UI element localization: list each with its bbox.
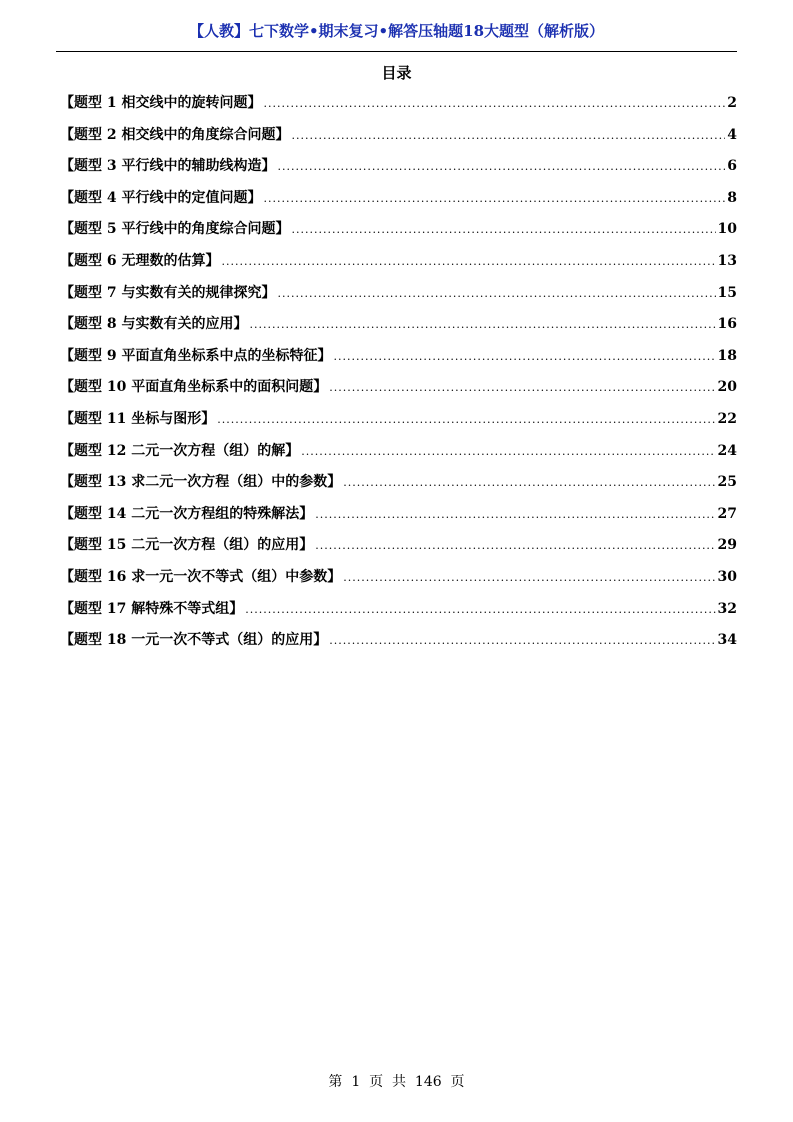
table-of-contents bbox=[60, 92, 737, 661]
toc-entry[interactable] bbox=[60, 124, 737, 156]
toc-entry-page: 13 bbox=[717, 252, 737, 269]
toc-entry-label: 【题型 6 无理数的估算】 bbox=[60, 252, 220, 269]
toc-entry-page: 2 bbox=[727, 95, 737, 111]
toc-entry-label: 【题型 7 与实数有关的规律探究】 bbox=[60, 284, 276, 301]
toc-leader-dots bbox=[278, 156, 726, 178]
toc-entry-label: 【题型 4 平行线中的定值问题】 bbox=[60, 189, 262, 206]
toc-entry-label: 【题型 14 二元一次方程组的特殊解法】 bbox=[60, 505, 314, 522]
toc-leader-dots bbox=[301, 441, 715, 463]
toc-entry-page: 16 bbox=[717, 316, 737, 333]
page-number-footer: 第 1 页 共 146 页 bbox=[328, 1074, 465, 1090]
toc-entry-label: 【题型 12 二元一次方程（组）的解】 bbox=[60, 442, 300, 459]
toc-leader-dots bbox=[245, 599, 715, 621]
toc-leader-dots bbox=[264, 93, 726, 115]
toc-entry-page: 22 bbox=[717, 410, 737, 427]
toc-entry-page: 18 bbox=[717, 347, 737, 364]
toc-entry[interactable] bbox=[60, 218, 737, 250]
toc-entry-page: 24 bbox=[717, 442, 737, 459]
toc-entry[interactable] bbox=[60, 345, 737, 377]
toc-leader-dots bbox=[329, 630, 715, 652]
toc-entry[interactable] bbox=[60, 534, 737, 566]
toc-entry-label: 【题型 3 平行线中的辅助线构造】 bbox=[60, 158, 276, 175]
toc-leader-dots bbox=[222, 251, 716, 273]
toc-entry-page: 29 bbox=[717, 537, 737, 554]
toc-entry-label: 【题型 15 二元一次方程（组）的应用】 bbox=[60, 537, 314, 554]
toc-entry-label: 【题型 17 解特殊不等式组】 bbox=[60, 600, 244, 617]
document-header-title: 【人教】七下数学•期末复习•解答压轴题18大题型（解析版） bbox=[188, 22, 605, 40]
toc-leader-dots bbox=[217, 409, 715, 431]
toc-leader-dots bbox=[264, 188, 726, 210]
toc-entry[interactable] bbox=[60, 440, 737, 472]
toc-entry[interactable] bbox=[60, 408, 737, 440]
toc-entry-page: 15 bbox=[717, 284, 737, 301]
toc-entry[interactable] bbox=[60, 503, 737, 535]
toc-entry[interactable] bbox=[60, 92, 737, 124]
toc-entry[interactable] bbox=[60, 187, 737, 219]
toc-leader-dots bbox=[315, 504, 715, 526]
toc-entry-label: 【题型 13 求二元一次方程（组）中的参数】 bbox=[60, 474, 342, 491]
toc-entry-label: 【题型 16 求一元一次不等式（组）中参数】 bbox=[60, 568, 342, 585]
toc-leader-dots bbox=[343, 567, 715, 589]
toc-entry[interactable] bbox=[60, 471, 737, 503]
toc-leader-dots bbox=[278, 283, 716, 305]
toc-leader-dots bbox=[250, 314, 716, 336]
toc-leader-dots bbox=[292, 125, 726, 147]
toc-leader-dots bbox=[329, 377, 715, 399]
toc-entry[interactable] bbox=[60, 629, 737, 661]
toc-entry-label: 【题型 1 相交线中的旋转问题】 bbox=[60, 95, 262, 111]
toc-entry-label: 【题型 9 平面直角坐标系中点的坐标特征】 bbox=[60, 347, 332, 364]
toc-entry-page: 10 bbox=[717, 221, 737, 238]
toc-entry-page: 34 bbox=[717, 632, 737, 649]
toc-entry[interactable] bbox=[60, 598, 737, 630]
toc-entry-label: 【题型 5 平行线中的角度综合问题】 bbox=[60, 221, 290, 238]
toc-entry[interactable] bbox=[60, 566, 737, 598]
toc-entry-page: 25 bbox=[717, 474, 737, 491]
toc-leader-dots bbox=[315, 535, 715, 557]
toc-entry-page: 4 bbox=[727, 126, 737, 143]
toc-entry[interactable] bbox=[60, 155, 737, 187]
toc-leader-dots bbox=[292, 219, 716, 241]
toc-entry-label: 【题型 18 一元一次不等式（组）的应用】 bbox=[60, 632, 328, 649]
toc-entry-label: 【题型 10 平面直角坐标系中的面积问题】 bbox=[60, 379, 328, 396]
toc-entry-page: 20 bbox=[717, 379, 737, 396]
toc-entry-label: 【题型 11 坐标与图形】 bbox=[60, 410, 216, 427]
toc-entry[interactable] bbox=[60, 376, 737, 408]
toc-entry-label: 【题型 2 相交线中的角度综合问题】 bbox=[60, 126, 290, 143]
toc-entry[interactable] bbox=[60, 282, 737, 314]
toc-title: 目录 bbox=[381, 64, 412, 82]
toc-leader-dots bbox=[343, 472, 715, 494]
toc-entry-page: 27 bbox=[717, 505, 737, 522]
toc-entry-page: 32 bbox=[717, 600, 737, 617]
toc-entry[interactable] bbox=[60, 313, 737, 345]
toc-entry-page: 30 bbox=[717, 568, 737, 585]
toc-entry-label: 【题型 8 与实数有关的应用】 bbox=[60, 316, 248, 333]
toc-entry-page: 8 bbox=[727, 189, 737, 206]
toc-leader-dots bbox=[334, 346, 716, 368]
toc-entry[interactable] bbox=[60, 250, 737, 282]
toc-entry-page: 6 bbox=[727, 158, 737, 175]
header-divider bbox=[56, 51, 737, 52]
